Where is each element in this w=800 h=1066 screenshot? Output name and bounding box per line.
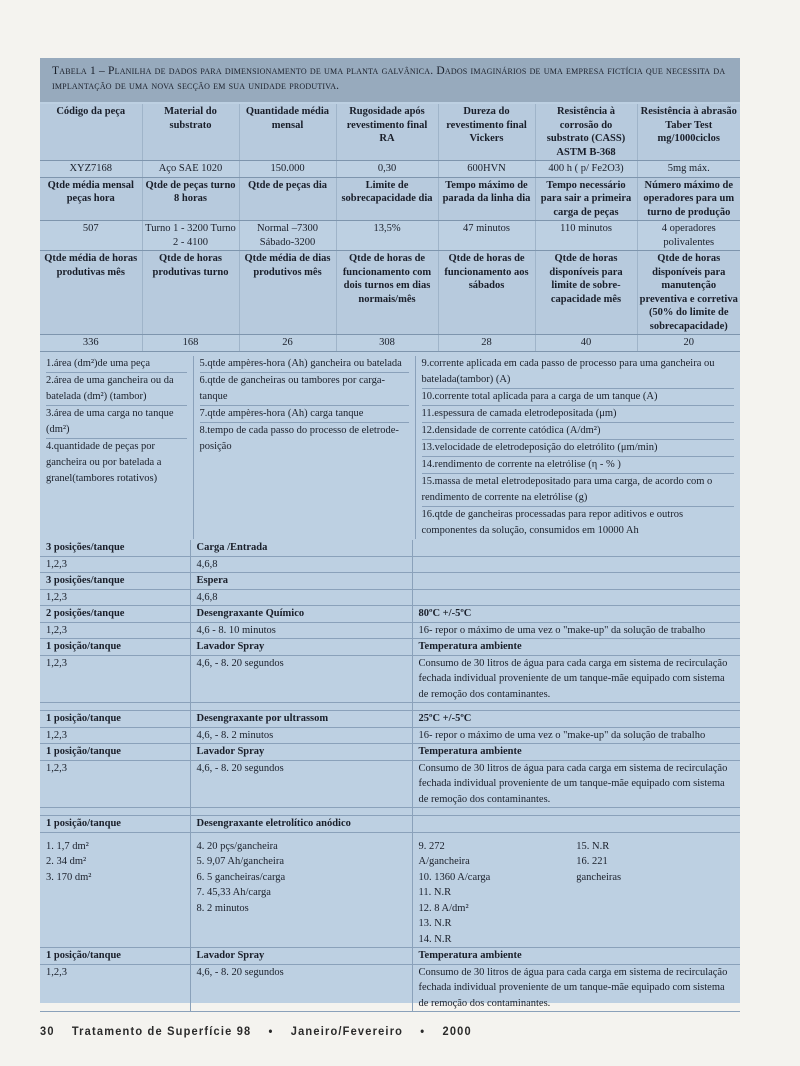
- process-position: 1,2,3: [40, 655, 190, 703]
- definition-item: 3.área de uma carga no tanque (dm²): [46, 406, 187, 439]
- process-step: Desengraxante eletrolítico anódico: [190, 816, 412, 833]
- process-position: 1,2,3: [40, 727, 190, 744]
- grid-value-cell: XYZ7168: [40, 161, 142, 178]
- grid-value-cell: 0,30: [336, 161, 438, 178]
- process-note: [412, 816, 740, 833]
- process-position: 1,2,3: [40, 589, 190, 606]
- process-note: 16- repor o máximo de uma vez o "make-up" da solução de trabalho: [412, 727, 740, 744]
- process-step: Lavador Spray: [190, 948, 412, 965]
- grid-value-cell: 13,5%: [336, 221, 438, 251]
- process-row: [40, 556, 740, 573]
- grid-value-cell: 600HVN: [438, 161, 535, 178]
- process-step: 4,6, - 8. 2 minutos: [190, 727, 412, 744]
- grid-header-cell: Qtde de horas produtivas turno: [142, 251, 239, 335]
- grid-value-cell: Turno 1 - 3200 Turno 2 - 4100: [142, 221, 239, 251]
- header-row-3: [40, 251, 740, 335]
- process-step: Carga /Entrada: [190, 540, 412, 556]
- process-note: Consumo de 30 litros de água para cada carga em sistema de recirculação fechada individual proveniente de um tanque-mãe equipado com sistema de remoção dos contaminantes.: [412, 760, 740, 808]
- electro-value: 16. 221 gancheiras: [576, 856, 622, 883]
- grid-header-cell: Limite de sobrecapacidade dia: [336, 177, 438, 221]
- process-row: [40, 606, 740, 623]
- electro-value: 6. 5 gancheiras/carga: [196, 871, 286, 883]
- grid-header-cell: Qtde de horas disponíveis para manutenção preventiva e corretiva (50% do limite de sobrecapacidade): [637, 251, 740, 335]
- process-position: 1,2,3: [40, 760, 190, 808]
- process-table: [40, 540, 740, 1012]
- grid-header-cell: Qtde de horas de funcionamento com dois turnos em dias normais/mês: [336, 251, 438, 335]
- grid-value-cell: 26: [239, 335, 336, 352]
- grid-header-cell: Qtde de peças dia: [239, 177, 336, 221]
- definition-item: 15.massa de metal eletrodepositado para uma carga, de acordo com o rendimento de corrente na eletrólise (g): [422, 474, 735, 507]
- electro-value: 8. 2 minutos: [196, 902, 249, 914]
- publication-date: Janeiro/Fevereiro: [290, 1024, 404, 1038]
- value-row-1: [40, 161, 740, 178]
- process-step: 4,6 - 8. 10 minutos: [190, 622, 412, 639]
- spacer-cell: [40, 808, 190, 816]
- value-row-2: [40, 221, 740, 251]
- grid-header-cell: Número máximo de operadores para um turno de produção: [637, 177, 740, 221]
- electro-value: 3. 170 dm²: [46, 871, 92, 883]
- value-row-3: [40, 335, 740, 352]
- process-step: [190, 832, 412, 948]
- process-position: [40, 832, 190, 948]
- electro-value: 9. 272 A/gancheira: [418, 840, 470, 867]
- table-caption: Tabela 1 – Planilha de dados para dimensionamento de uma planta galvânica. Dados imaginários de uma empresa fictícia que necessita da implantação de uma nova secção em sua unidade produtiva.: [40, 58, 740, 102]
- process-position: 1 posição/tanque: [40, 744, 190, 761]
- definition-item: 8.tempo de cada passo do processo de eletrode-posição: [199, 425, 399, 452]
- grid-header-cell: Código da peça: [40, 104, 142, 161]
- definition-item: 12.densidade de corrente catódica (A/dm²): [422, 423, 735, 440]
- grid-value-cell: 5mg máx.: [637, 161, 740, 178]
- process-step: 4,6,8: [190, 556, 412, 573]
- grid-value-cell: 4 operadores polivalentes: [637, 221, 740, 251]
- definition-item: 5.qtde ampères-hora (Ah) gancheira ou batelada: [200, 356, 409, 373]
- process-note: Temperatura ambiente: [412, 948, 740, 965]
- grid-header-cell: Qtde média de dias produtivos mês: [239, 251, 336, 335]
- grid-header-cell: Qtde de horas disponíveis para limite de sobre-capacidade mês: [535, 251, 637, 335]
- definitions-column: [40, 356, 193, 539]
- grid-header-cell: Rugosidade após revestimento final RA: [336, 104, 438, 161]
- electro-value: 12. 8 A/dm²: [418, 902, 469, 914]
- process-note: 25ºC +/-5ºC: [412, 711, 740, 728]
- process-row: [40, 744, 740, 761]
- process-step: 4,6, - 8. 20 segundos: [190, 964, 412, 1012]
- electro-value: 2. 34 dm²: [46, 856, 87, 867]
- process-step: Lavador Spray: [190, 744, 412, 761]
- process-position: 1 posição/tanque: [40, 711, 190, 728]
- process-position: 1 posição/tanque: [40, 816, 190, 833]
- grid-value-cell: 28: [438, 335, 535, 352]
- production-data-grid: [40, 104, 740, 352]
- process-note: Consumo de 30 litros de água para cada carga em sistema de recirculação fechada individual proveniente de um tanque-mãe equipado com sistema de remoção dos contaminantes.: [412, 964, 740, 1012]
- definition-item: 4.quantidade de peças por gancheira ou por batelada a granel(tambores rotativos): [46, 441, 162, 484]
- grid-value-cell: 400 h ( p/ Fe2O3): [535, 161, 637, 178]
- grid-header-cell: Qtde de peças turno 8 horas: [142, 177, 239, 221]
- process-note: Consumo de 30 litros de água para cada carga em sistema de recirculação fechada individual proveniente de um tanque-mãe equipado com sistema de remoção dos contaminantes.: [412, 655, 740, 703]
- grid-header-cell: Dureza do revestimento final Vickers: [438, 104, 535, 161]
- process-row: [40, 655, 740, 703]
- separator: •: [420, 1024, 426, 1038]
- process-row: [40, 573, 740, 590]
- process-step: 4,6,8: [190, 589, 412, 606]
- publication-title: Tratamento de Superfície 98: [71, 1024, 252, 1038]
- process-row: [40, 727, 740, 744]
- definition-item: 14.rendimento de corrente na eletrólise (η - % ): [422, 457, 735, 474]
- electro-value: 1. 1,7 dm²: [46, 840, 89, 852]
- process-row: [40, 948, 740, 965]
- grid-header-cell: Qtde média mensal peças hora: [40, 177, 142, 221]
- separator: •: [268, 1024, 274, 1038]
- process-step: 4,6, - 8. 20 segundos: [190, 760, 412, 808]
- process-position: 1,2,3: [40, 556, 190, 573]
- process-position: 3 posições/tanque: [40, 573, 190, 590]
- definition-item: 7.qtde ampères-hora (Ah) carga tanque: [200, 406, 409, 423]
- process-note: Temperatura ambiente: [412, 639, 740, 656]
- electro-value: 14. N.R: [418, 933, 452, 945]
- grid-value-cell: 20: [637, 335, 740, 352]
- grid-header-cell: Quantidade média mensal: [239, 104, 336, 161]
- definition-item: 10.corrente total aplicada para a carga de um tanque (A): [422, 389, 735, 406]
- spacer-cell: [412, 808, 740, 816]
- process-note: [412, 832, 740, 948]
- definition-item: 9.corrente aplicada em cada passo de processo para uma gancheira ou batelada(tambor) (A): [422, 356, 735, 389]
- table-panel: [40, 58, 740, 1009]
- definition-item: 16.qtde de gancheiras processadas para repor aditivos e outros componentes da solução, consumidos em 10000 Ah: [421, 509, 684, 536]
- definition-item: 2.área de uma gancheira ou da batelada (dm²) (tambor): [46, 373, 187, 406]
- electro-value: 15. N.R: [576, 840, 610, 852]
- grid-header-cell: Tempo necessário para sair a primeira carga de peças: [535, 177, 637, 221]
- process-position: 1 posição/tanque: [40, 639, 190, 656]
- process-note: 16- repor o máximo de uma vez o "make-up" da solução de trabalho: [412, 622, 740, 639]
- process-step: 4,6, - 8. 20 segundos: [190, 655, 412, 703]
- process-note: 80ºC +/-5ºC: [412, 606, 740, 623]
- process-note: [412, 589, 740, 606]
- process-note: [412, 573, 740, 590]
- definitions-column: [415, 356, 740, 539]
- process-row: [40, 816, 740, 833]
- process-position: 3 posições/tanque: [40, 540, 190, 556]
- process-note: [412, 540, 740, 556]
- grid-value-cell: 110 minutos: [535, 221, 637, 251]
- process-row: [40, 964, 740, 1012]
- grid-value-cell: 507: [40, 221, 142, 251]
- process-position: 1,2,3: [40, 964, 190, 1012]
- process-row: [40, 760, 740, 808]
- grid-header-cell: Tempo máximo de parada da linha dia: [438, 177, 535, 221]
- definitions-table: [40, 356, 740, 539]
- process-row: [40, 711, 740, 728]
- spacer-cell: [412, 703, 740, 711]
- page-number: 30: [40, 1024, 55, 1038]
- electro-value: 10. 1360 A/carga: [418, 871, 491, 883]
- spacer-cell: [190, 808, 412, 816]
- definition-item: 11.espessura de camada eletrodepositada (μm): [422, 406, 735, 423]
- grid-value-cell: 47 minutos: [438, 221, 535, 251]
- grid-header-cell: Qtde de horas de funcionamento aos sábados: [438, 251, 535, 335]
- process-note: [412, 556, 740, 573]
- grid-header-cell: Resistência à corrosão do substrato (CASS) ASTM B-368: [535, 104, 637, 161]
- process-step: Lavador Spray: [190, 639, 412, 656]
- process-row-electrolytic: [40, 832, 740, 948]
- electro-value: 5. 9,07 Ah/gancheira: [196, 856, 284, 867]
- process-step: Espera: [190, 573, 412, 590]
- definition-item: 1.área (dm²)de uma peça: [46, 356, 187, 373]
- grid-value-cell: 40: [535, 335, 637, 352]
- process-note: Temperatura ambiente: [412, 744, 740, 761]
- grid-value-cell: Normal –7300 Sábado-3200: [239, 221, 336, 251]
- spacer-cell: [190, 703, 412, 711]
- grid-header-cell: Qtde média de horas produtivas mês: [40, 251, 142, 335]
- process-position: 2 posições/tanque: [40, 606, 190, 623]
- grid-header-cell: Resistência à abrasão Taber Test mg/1000ciclos: [637, 104, 740, 161]
- process-step: Desengraxante por ultrassom: [190, 711, 412, 728]
- process-row: [40, 589, 740, 606]
- header-row-1: [40, 104, 740, 161]
- process-step: Desengraxante Químico: [190, 606, 412, 623]
- grid-value-cell: 336: [40, 335, 142, 352]
- spacer-cell: [40, 703, 190, 711]
- definition-item: 6.qtde de gancheiras ou tambores por carga-tanque: [200, 373, 409, 406]
- definition-item: 13.velocidade de eletrodeposição do eletrólito (μm/min): [422, 440, 735, 457]
- process-position: 1,2,3: [40, 622, 190, 639]
- process-row: [40, 540, 740, 556]
- page-footer: [40, 1024, 485, 1038]
- process-position: 1 posição/tanque: [40, 948, 190, 965]
- grid-value-cell: 150.000: [239, 161, 336, 178]
- electro-value: 7. 45,33 Ah/carga: [196, 887, 271, 898]
- process-row: [40, 639, 740, 656]
- grid-value-cell: 168: [142, 335, 239, 352]
- grid-value-cell: 308: [336, 335, 438, 352]
- publication-year: 2000: [442, 1024, 472, 1038]
- electro-value: 4. 20 pçs/gancheira: [196, 840, 278, 852]
- electro-value: 11. N.R: [418, 887, 452, 898]
- grid-value-cell: Aço SAE 1020: [142, 161, 239, 178]
- process-row: [40, 622, 740, 639]
- electro-value: 13. N.R: [418, 918, 452, 929]
- header-row-2: [40, 177, 740, 221]
- definitions-column: [193, 356, 415, 539]
- grid-header-cell: Material do substrato: [142, 104, 239, 161]
